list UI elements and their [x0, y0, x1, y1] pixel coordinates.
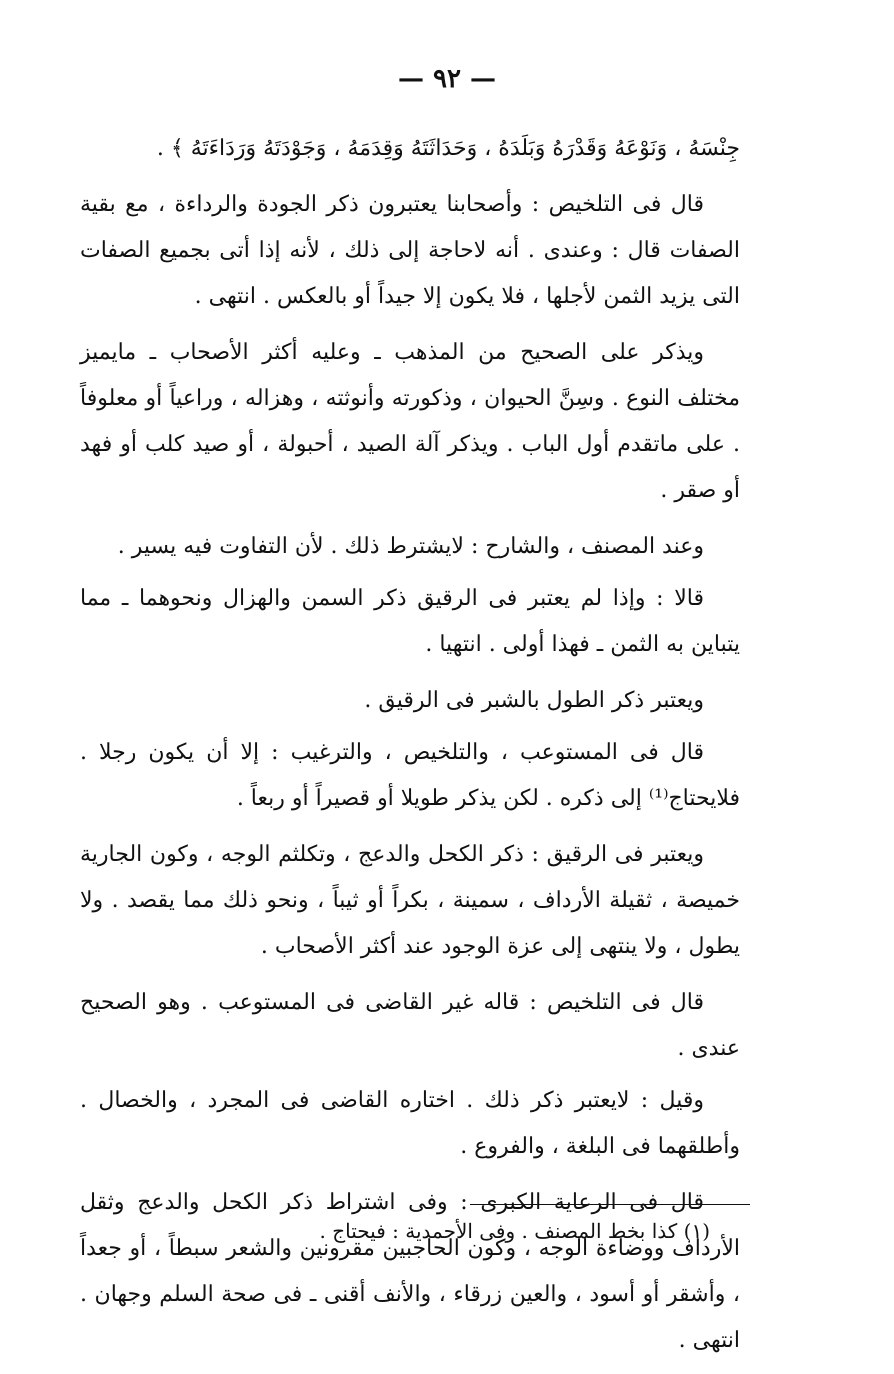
paragraph: قال فى التلخيص : وأصحابنا يعتبرون ذكر الجودة والرداءة ، مع بقية الصفات قال : وعندى . أنه لاحاجة إلى ذلك ، لأنه إذا أتى بجميع الصفات التى يزيد الثمن لأجلها ، فلا يكون إلا جيداً أو بالعكس . انتهى .: [80, 192, 740, 309]
page-number: — ٩٢ —: [397, 64, 497, 94]
paragraph: ويذكر على الصحيح من المذهب ـ وعليه أكثر الأصحاب ـ مايميز مختلف النوع . وسِنَّ الحيوان ، وذكورته وأنوثته ، وهزاله ، وراعياً أو معلوفاً . على ماتقدم أول الباب . ويذكر آلة الصيد ، أحبولة ، أو صيد كلب أو فهد أو صقر .: [80, 340, 740, 503]
paragraph: قالا : وإذا لم يعتبر فى الرقيق ذكر السمن والهزال ونحوهما ـ مما يتباين به الثمن ـ فهذا أولى . انتهيا .: [80, 586, 740, 657]
paragraph: وعند المصنف ، والشارح : لايشترط ذلك . لأن التفاوت فيه يسير .: [117, 534, 704, 559]
paragraph: قال فى المستوعب ، والتلخيص ، والترغيب : إلا أن يكون رجلا . فلايحتاج⁽¹⁾ إلى ذكره . لكن يذكر طويلا أو قصيراً أو ربعاً .: [80, 740, 740, 811]
paragraph: قال فى الرعاية الكبرى : وفى اشتراط ذكر الكحل والدعج وثقل الأرداف ووضاءة الوجه ، وكون الحاجبين مقرونين والشعر سبطاً ، أو جعداً ، وأشقر أو أسود ، والعين زرقاء ، والأنف أقنى ـ فى صحة السلم وجهان . انتهى .: [80, 1190, 740, 1353]
main-text: [80, 126, 740, 1374]
footnote: (١) كذا بخط المصنف . وفى الأحمدية : فيحتاج .: [319, 1219, 710, 1243]
paragraph: ويعتبر فى الرقيق : ذكر الكحل والدعج ، وتكلثم الوجه ، وكون الجارية خميصة ، ثقيلة الأرداف ، سمينة ، بكراً أو ثيباً ، ونحو ذلك مما يقصد . ولا يطول ، ولا ينتهى إلى عزة الوجود عند أكثر الأصحاب .: [80, 842, 740, 959]
paragraph: جِنْسَهُ ، وَنَوْعَهُ وَقَدْرَهُ وَبَلَدَهُ ، وَحَدَاثَتَهُ وَقِدَمَهُ ، وَجَوْدَتَهُ وَرَدَاءَتَهُ ﴾ .: [156, 136, 740, 161]
paragraph: قال فى التلخيص : قاله غير القاضى فى المستوعب . وهو الصحيح عندى .: [80, 990, 740, 1061]
footnote-divider: [470, 1204, 750, 1205]
paragraph: وقيل : لايعتبر ذكر ذلك . اختاره القاضى فى المجرد ، والخصال . وأطلقهما فى البلغة ، والفروع .: [80, 1088, 740, 1159]
paragraph: ويعتبر ذكر الطول بالشبر فى الرقيق .: [364, 688, 704, 713]
